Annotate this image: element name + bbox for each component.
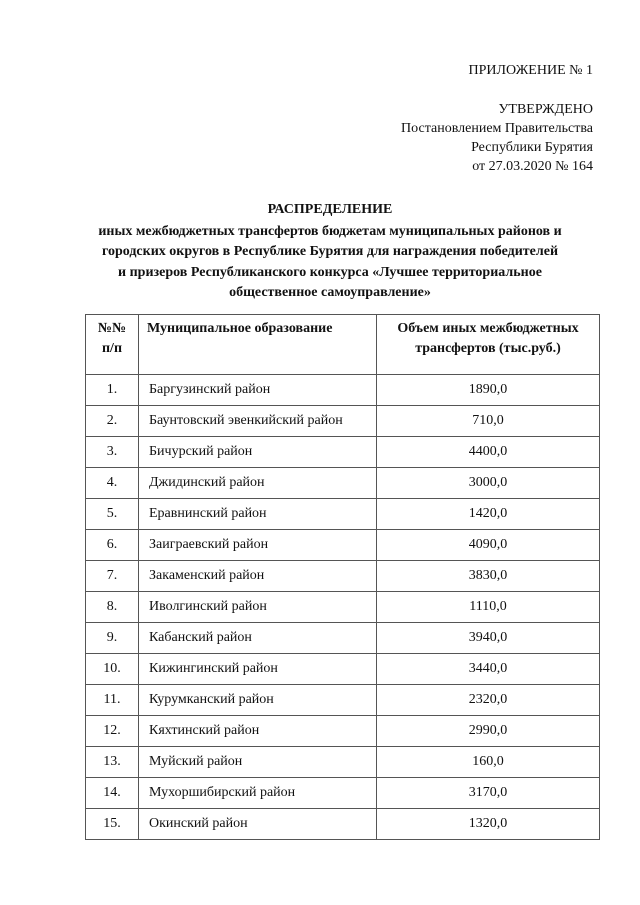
row-number: 4.: [86, 468, 139, 499]
municipality-name: Джидинский район: [139, 468, 377, 499]
municipality-name: Кабанский район: [139, 623, 377, 654]
decree-date-line: от 27.03.2020 № 164: [472, 159, 593, 174]
table-row: [86, 437, 600, 468]
municipality-name: Бичурский район: [139, 437, 377, 468]
municipality-name: Баунтовский эвенкийский район: [139, 406, 377, 437]
transfer-amount: 1890,0: [377, 375, 600, 406]
table-row: [86, 685, 600, 716]
distribution-table: [85, 314, 600, 840]
row-number: 6.: [86, 530, 139, 561]
approved-by-line2: Республики Бурятия: [471, 140, 593, 155]
title-line-2: городских округов в Республике Бурятия для награждения победителей: [101, 244, 559, 259]
municipality-name: Курумканский район: [139, 685, 377, 716]
transfer-amount: 160,0: [377, 747, 600, 778]
municipality-name: Кижингинский район: [139, 654, 377, 685]
table-row: [86, 623, 600, 654]
municipality-name: Закаменский район: [139, 561, 377, 592]
transfer-amount: 1320,0: [377, 809, 600, 840]
table-row: [86, 468, 600, 499]
row-number: 2.: [86, 406, 139, 437]
row-number: 15.: [86, 809, 139, 840]
transfer-amount: 4090,0: [377, 530, 600, 561]
row-number: 1.: [86, 375, 139, 406]
row-number: 14.: [86, 778, 139, 809]
table-row: [86, 809, 600, 840]
table-row: [86, 654, 600, 685]
column-header-municipality: Муниципальное образование: [139, 315, 377, 375]
table-row: [86, 592, 600, 623]
municipality-name: Баргузинский район: [139, 375, 377, 406]
title-line-3: и призеров Республиканского конкурса «Лучшее территориальное: [118, 264, 542, 280]
table-row: [86, 716, 600, 747]
transfer-amount: 3440,0: [377, 654, 600, 685]
appendix-label: ПРИЛОЖЕНИЕ № 1: [468, 63, 593, 78]
municipality-name: Заиграевский район: [139, 530, 377, 561]
row-number: 7.: [86, 561, 139, 592]
row-number: 10.: [86, 654, 139, 685]
approved-label: УТВЕРЖДЕНО: [498, 102, 593, 117]
table-row: [86, 375, 600, 406]
row-number: 5.: [86, 499, 139, 530]
transfer-amount: 4400,0: [377, 437, 600, 468]
municipality-name: Муйский район: [139, 747, 377, 778]
table-row: [86, 561, 600, 592]
row-number: 11.: [86, 685, 139, 716]
transfer-amount: 1420,0: [377, 499, 600, 530]
table-header-row: [86, 315, 600, 375]
transfer-amount: 2990,0: [377, 716, 600, 747]
municipality-name: Кяхтинский район: [139, 716, 377, 747]
municipality-name: Окинский район: [139, 809, 377, 840]
table-row: [86, 778, 600, 809]
transfer-amount: 1110,0: [377, 592, 600, 623]
transfer-amount: 2320,0: [377, 685, 600, 716]
transfer-amount: 3170,0: [377, 778, 600, 809]
row-number: 13.: [86, 747, 139, 778]
row-number: 8.: [86, 592, 139, 623]
table-row: [86, 406, 600, 437]
table-row: [86, 747, 600, 778]
document-title: [70, 200, 590, 304]
approved-by-line1: Постановлением Правительства: [401, 121, 593, 136]
row-number: 3.: [86, 437, 139, 468]
title-line-1: иных межбюджетных трансфертов бюджетам муниципальных районов и: [98, 223, 562, 239]
transfer-amount: 3000,0: [377, 468, 600, 499]
table-row: [86, 530, 600, 561]
column-header-amount: Объем иных межбюджетных трансфертов (тыс.руб.): [377, 315, 600, 375]
title-heading: РАСПРЕДЕЛЕНИЕ: [267, 202, 393, 217]
transfer-amount: 710,0: [377, 406, 600, 437]
row-number: 9.: [86, 623, 139, 654]
table-row: [86, 499, 600, 530]
transfer-amount: 3940,0: [377, 623, 600, 654]
municipality-name: Мухоршибирский район: [139, 778, 377, 809]
title-line-4: общественное самоуправление»: [229, 285, 431, 300]
column-header-number: №№ п/п: [86, 315, 139, 375]
transfer-amount: 3830,0: [377, 561, 600, 592]
row-number: 12.: [86, 716, 139, 747]
approval-block: [401, 100, 593, 176]
municipality-name: Иволгинский район: [139, 592, 377, 623]
municipality-name: Еравнинский район: [139, 499, 377, 530]
